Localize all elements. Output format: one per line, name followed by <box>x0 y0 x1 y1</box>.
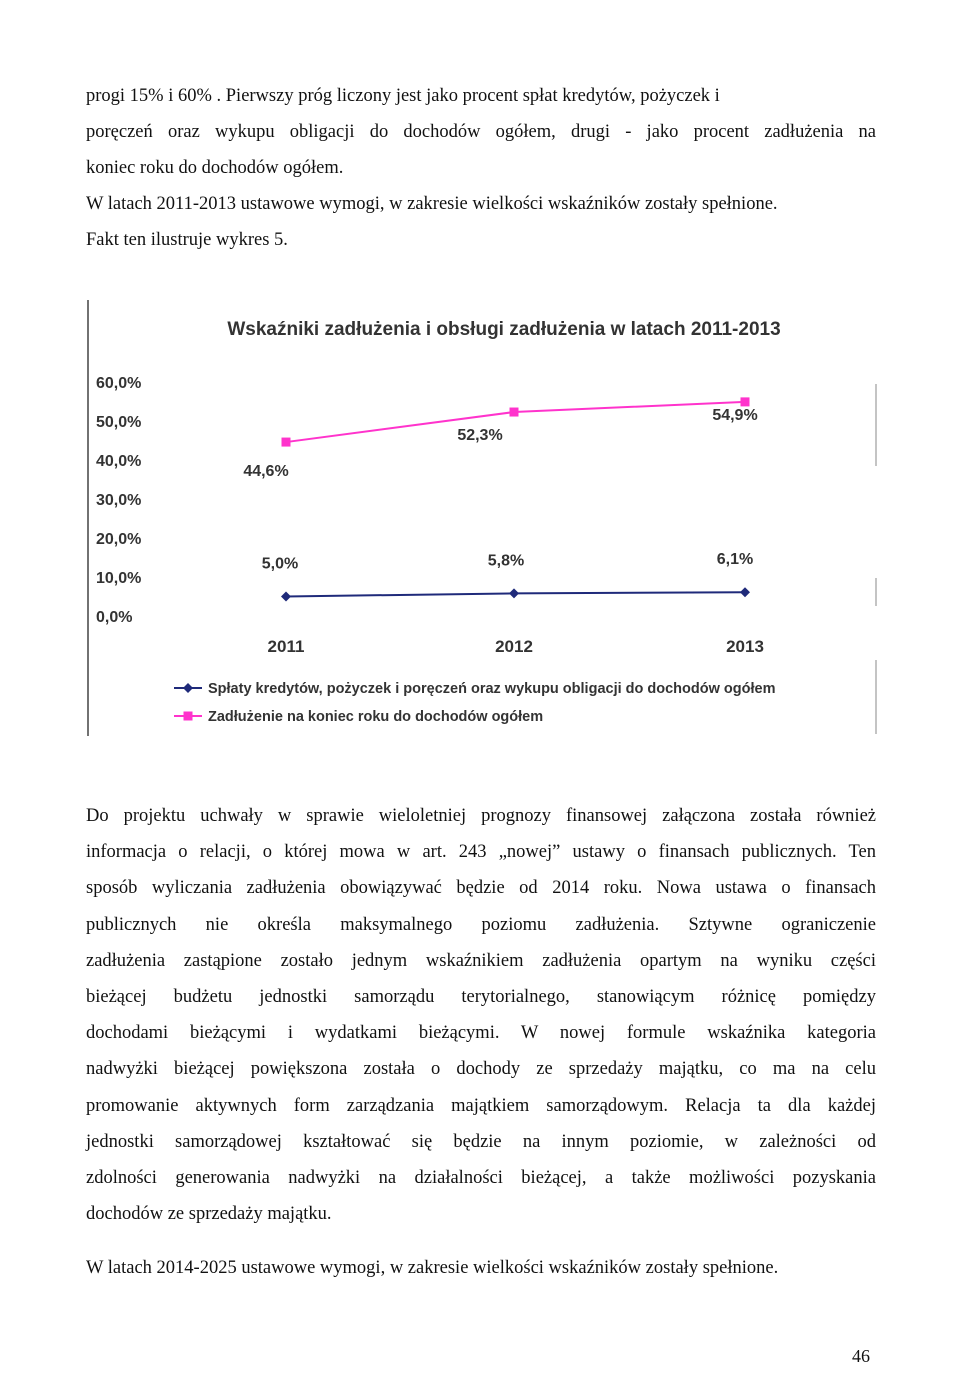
y-tick-label: 50,0% <box>96 414 142 431</box>
x-tick-label: 2012 <box>495 637 533 656</box>
x-axis <box>268 637 764 656</box>
closing-line: W latach 2014-2025 ustawowe wymogi, w zakresie wielkości wskaźników zostały spełnione. <box>86 1258 779 1278</box>
page-number: 46 <box>852 1346 870 1366</box>
intro-line: progi 15% i 60% . Pierwszy próg liczony jest jako procent spłat kredytów, pożyczek i <box>86 86 720 106</box>
data-point <box>509 588 519 598</box>
x-tick-label: 2013 <box>726 637 764 656</box>
body-line: sposób wyliczania zadłużenia obowiązywać będzie od 2014 roku. Nowa ustawa o finansach <box>86 878 876 899</box>
legend-label: Spłaty kredytów, pożyczek i poręczeń oraz wykupu obligacji do dochodów ogółem <box>208 681 776 697</box>
data-label: 5,0% <box>261 555 299 573</box>
legend-marker <box>184 712 193 721</box>
debt-ratio-chart <box>86 300 878 736</box>
body-line: jednostki samorządowej kształtować się będzie na innym poziomie, w zależności od <box>86 1131 876 1152</box>
data-label: 52,3% <box>457 427 503 445</box>
body-paragraph <box>86 798 876 1232</box>
data-point <box>510 408 519 417</box>
intro-paragraph <box>86 78 876 258</box>
body-line: dochodów ze sprzedaży majątku. <box>86 1204 332 1225</box>
legend-marker <box>183 683 193 693</box>
data-point <box>740 587 750 597</box>
legend-label: Zadłużenie na koniec roku do dochodów ogółem <box>208 709 544 725</box>
body-line: zdolności generowania nadwyżki na działalności bieżącej, a także możliwości pozyskania <box>86 1167 876 1188</box>
y-tick-label: 10,0% <box>96 570 142 587</box>
data-label: 44,6% <box>243 463 289 481</box>
data-point <box>281 592 291 602</box>
y-tick-label: 30,0% <box>96 492 142 509</box>
intro-line: W latach 2011-2013 ustawowe wymogi, w zakresie wielkości wskaźników zostały spełnione. <box>86 194 778 214</box>
data-label: 54,9% <box>712 406 758 424</box>
intro-line: Fakt ten ilustruje wykres 5. <box>86 230 288 250</box>
chart-legend <box>174 681 775 725</box>
body-line: dochodami bieżącymi i wydatkami bieżącymi. W nowej formule wskaźnika kategoria <box>86 1023 876 1044</box>
y-tick-label: 20,0% <box>96 531 142 548</box>
data-point <box>741 397 750 406</box>
body-line: nadwyżki bieżącej powiększona została o dochody ze sprzedaży majątku, co ma na celu <box>86 1059 876 1080</box>
body-line: bieżącej budżetu jednostki samorządu terytorialnego, stanowiącym różnicę pomiędzy <box>86 986 876 1007</box>
body-line: publicznych nie określa maksymalnego poziomu zadłużenia. Sztywne ograniczenie <box>86 914 876 935</box>
body-line: promowanie aktywnych form zarządzania majątkiem samorządowym. Relacja ta dla każdej <box>86 1095 876 1116</box>
closing-paragraph <box>86 1250 876 1286</box>
y-tick-label: 40,0% <box>96 453 142 470</box>
y-tick-label: 60,0% <box>96 375 142 392</box>
x-tick-label: 2011 <box>267 637 305 656</box>
chart-title: Wskaźniki zadłużenia i obsługi zadłużenia w latach 2011-2013 <box>227 319 781 340</box>
intro-line: koniec roku do dochodów ogółem. <box>86 158 344 178</box>
y-axis <box>96 375 141 626</box>
data-label: 6,1% <box>716 551 754 569</box>
y-tick-label: 0,0% <box>96 609 133 626</box>
body-line: zadłużenia zastąpione zostało jednym wskaźnikiem zadłużenia opartym na wyniku części <box>86 950 876 971</box>
data-label: 5,8% <box>487 552 525 570</box>
body-line: informacja o relacji, o której mowa w art. 243 „nowej” ustawy o finansach publicznych. Ten <box>86 842 876 863</box>
body-line: Do projektu uchwały w sprawie wieloletniej prognozy finansowej załączona została również <box>86 806 876 826</box>
series-layer <box>243 397 757 601</box>
data-point <box>282 438 291 447</box>
intro-line: poręczeń oraz wykupu obligacji do dochodów ogółem, drugi - jako procent zadłużenia na <box>86 122 876 142</box>
